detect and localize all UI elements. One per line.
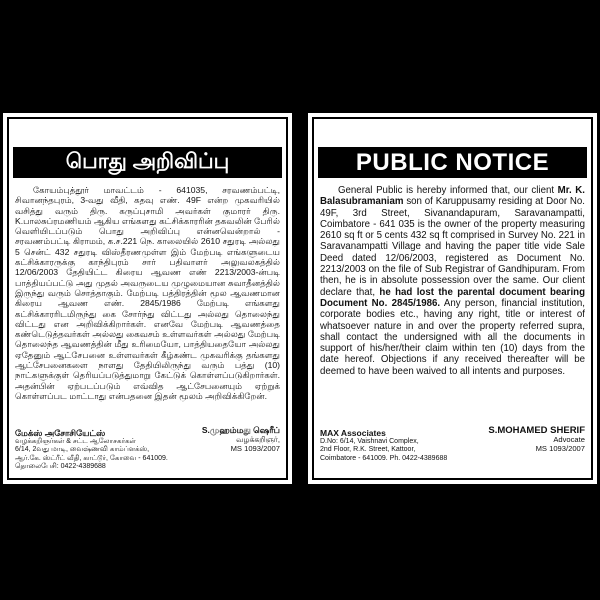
tamil-notice-body — [15, 185, 280, 401]
tamil-notice-panel — [3, 113, 292, 484]
body-text-segment: son of Karuppusamy residing at Door No. 49F, 3rd Street, Sivanandapuram, Saravanampatti, Coimbatore - 641 035 is the owner of the property measuring 2610 sq ft or 5 cents 432 sq ft comprised in Survey No. 221 in Saravanampatti Village and having the paper title vide Sale Deed dated 12/06/2003, registered as Document No. 2213/2003 on the file of Sub Registrar of Gandhipuram. From then, he is in absolute possession over the same. Our client declare that, — [320, 196, 585, 298]
english-advocate-name: S.MOHAMED SHERIF — [488, 425, 585, 436]
tamil-firm-name: மேக்ஸ் அசோசியேட்ஸ் — [15, 428, 106, 438]
tamil-firm-line: தொலைபேசி: 0422-4389688 — [15, 463, 106, 471]
client-name: Mr. K. Balasubramaniam — [320, 185, 585, 208]
english-firm-name: MAX Associates — [320, 428, 386, 438]
english-title: PUBLIC NOTICE — [355, 148, 550, 176]
tamil-advocate-name: S.முஹம்மது ஷெரீப் — [201, 425, 280, 435]
body-text-segment: General Public is hereby informed that, our client — [338, 185, 558, 196]
tamil-advocate-block — [202, 426, 280, 454]
tamil-title-banner — [13, 147, 282, 178]
english-notice-body — [320, 185, 585, 377]
english-advocate-block — [488, 426, 585, 454]
english-notice-panel — [308, 113, 597, 484]
english-firm-line: Coimbatore - 641009. Ph. 0422-4389688 — [320, 454, 448, 462]
body-text-segment: Any person, financial institution, corporate bodies etc., having any right, title or interest of whatsoever nature in and over the property referred supra, shall contact the undersigned with all the documents in support of his/her/their claim within ten (10) days from the date hereof. Objections if any received thereafter will be deemed to have been waived to all intents and purposes. — [320, 297, 585, 377]
english-body-text — [320, 185, 585, 377]
english-firm-line: D.No: 6/14, Vaishnavi Complex, — [320, 437, 419, 445]
tamil-advocate-reg: MS 1093/2007 — [230, 444, 280, 454]
tamil-firm-line: ஆர்.கே. ஸ்ட்ரீட் வீதி, காட்டூர், கோவை - 641009. — [15, 454, 168, 462]
tamil-body-text: கோயம்புத்தூர் மாவட்டம் - 641035, சரவணம்பட்டி, சிவானந்தபுரம், 3-வது வீதி, கதவு எண். 49F என்ற முகவரியில் வசித்து வரும் திரு. கருப்புசாமி அவர்கள் குமாரர் திரு. K.பாலசுப்ரமணியம் ஆகிய எங்களது கட்சிக்காரரின் தகவலின் பேரில் வெளியிடப்படும் பொது அறிவிப்பு என்னவென்றால் - சரவணம்பட்டி கிராமம், க.ச.221 நெ. காலையில் 2610 சதுரடி அல்லது 5 சென்ட் 432 சதுரடி விஸ்தீரணமுள்ள இம் மேற்படி எங்களுடைய கட்சிக்காரருக்கு காந்திபுரம் சார் பதிவாளர் அலுவலகத்தில் 12/06/2003 தேதியிட்ட கிரைய ஆவண எண் 2213/2003-ன்படி பாத்தியப்பட்டு அது முதல் அவருடைய முழுமையான சுவாதீனத்தில் இருந்து வரும் சொத்தாகும். மேற்படி பத்திரத்தின் மூல ஆவணமான கிரைய ஆவண எண். 2845/1986 மேற்படி எங்களது கட்சிக்காரரிடமிருந்து கை சோர்ந்து விட்டது அல்லது தொலைந்து விட்டது என அறிவிக்கிறார்கள். எனவே மேற்படி ஆவணத்தை கண்டெடுத்தவர்கள் அல்லது கைவசம் உள்ளவர்கள் அல்லது மேற்படி தொலைந்த ஆவணத்தின் மீது உரிமையோ, பாத்தியதையோ அல்லது ஏதேனும் ஆட்சேபனை உள்ளவர்கள் கீழ்கண்ட முகவரிக்கு தங்களது ஆட்சேபனைகளை நாளது தேதியிலிருந்து வரும் பத்து (10) நாட்களுக்குள் தெரியப்படுத்துமாறு கேட்டுக் கொள்ளப்படுகிறார்கள். அதன்பின் ஏற்படப்படும் எவ்வித ஆட்சேபனையும் ஏற்றுக் கொள்ளப்பட மாட்டாது என்பதனை இதன் மூலம் அறிவிக்கிறேன். — [15, 185, 280, 401]
english-firm-block — [320, 429, 447, 463]
tamil-title: பொது அறிவிப்பு — [65, 149, 230, 173]
english-advocate-reg: MS 1093/2007 — [535, 444, 585, 454]
english-title-banner — [318, 147, 587, 178]
tamil-firm-block — [15, 429, 168, 472]
tamil-firm-line: வழக்கறிஞர்கள் & சட்ட ஆலோசகர்கள் — [15, 437, 136, 445]
lost-document-statement: he had lost the parental document bearing Document No. 2845/1986. — [320, 286, 585, 309]
tamil-firm-line: 6/14, 2வது மாடி, வைஷ்ணவி காம்ப்ளக்ஸ், — [15, 446, 150, 454]
tamil-advocate-role: வழக்கறிஞர், — [236, 435, 280, 445]
english-advocate-role: Advocate — [553, 435, 585, 445]
english-firm-line: 2nd Floor, R.K. Street, Kattoor, — [320, 446, 416, 454]
